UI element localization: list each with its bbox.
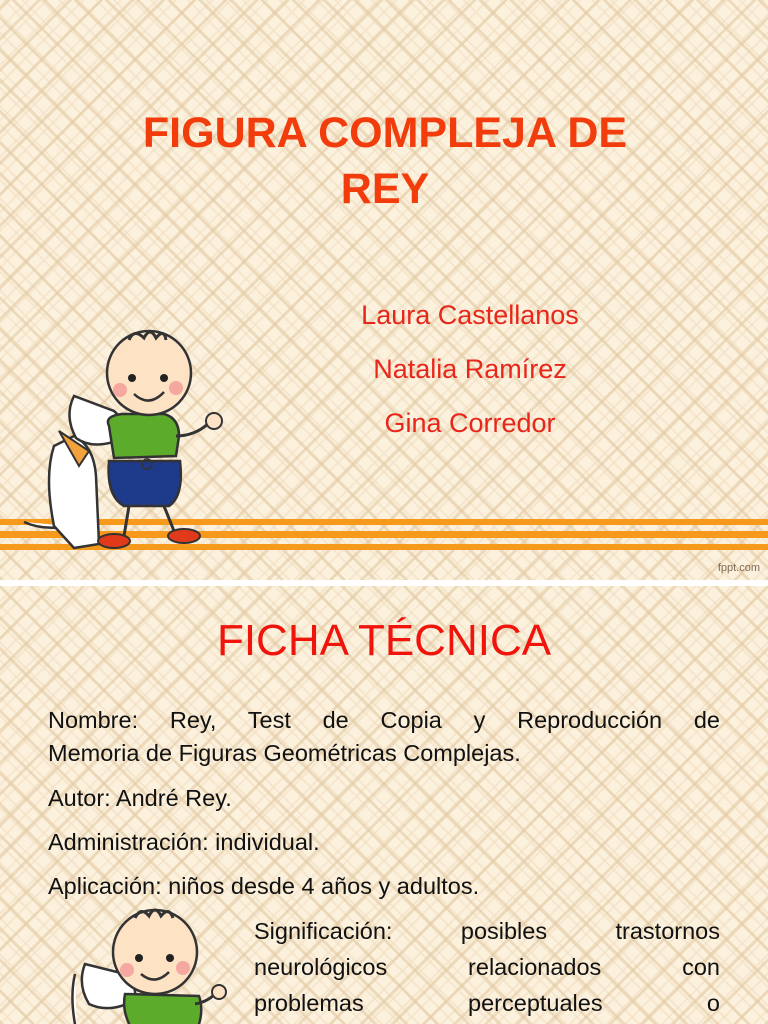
administracion-line: Administración: individual. [48,829,320,855]
author-name: Gina Corredor [384,408,556,438]
title-line-1: FIGURA COMPLEJA DE [142,109,628,157]
boy-with-dog-illustration [55,904,235,1024]
slide-heading: FICHA TÉCNICA [216,616,552,665]
significacion-line: Significación: posibles trastornos [254,918,720,944]
author-name: Laura Castellanos [361,300,579,330]
author-list [320,288,620,450]
nombre-line: Memoria de Figuras Geométricas Complejas. [48,740,521,766]
aplicacion-line: Aplicación: niños desde 4 años y adultos. [48,873,480,899]
significacion-line: problemas perceptuales o [254,990,720,1016]
autor-line: Autor: André Rey. [48,785,232,811]
significacion-line: neurológicos relacionados con [254,954,720,980]
boy-with-dog-illustration [14,326,234,556]
nombre-line: Nombre: Rey, Test de Copia y Reproducción de [48,707,720,733]
title-line-2: REY [340,165,430,213]
slide-title [60,105,710,217]
technical-sheet-slide [0,586,768,1024]
watermark: fppt.com [717,562,760,574]
author-name: Natalia Ramírez [373,354,567,384]
